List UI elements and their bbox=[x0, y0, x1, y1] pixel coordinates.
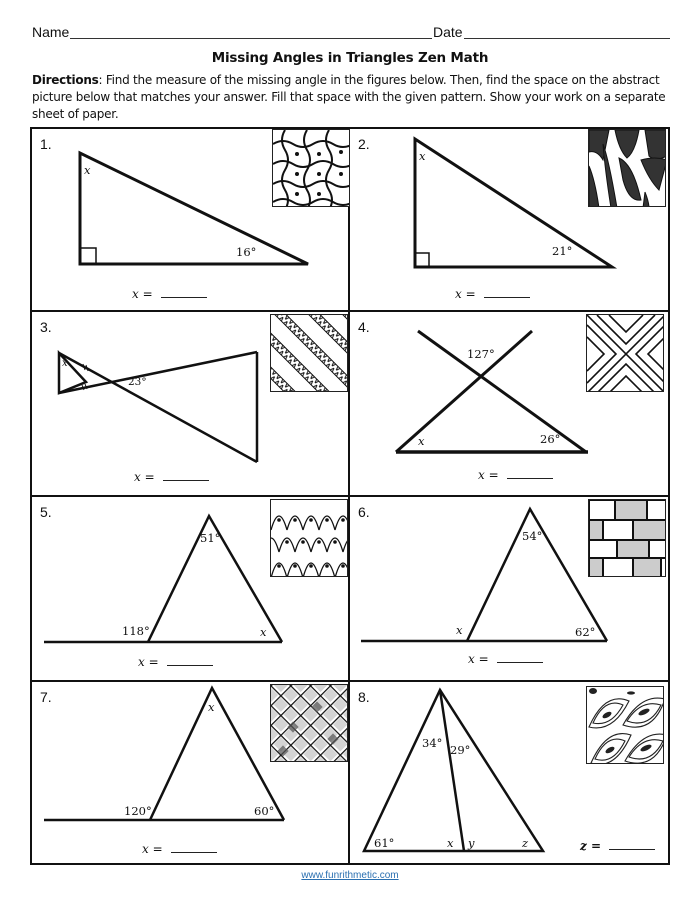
angle-label: 34° bbox=[422, 736, 443, 750]
answer-line bbox=[468, 652, 543, 666]
angle-label-x: x bbox=[208, 700, 215, 714]
problem-number: 8. bbox=[358, 689, 370, 705]
worksheet-title: Missing Angles in Triangles Zen Math bbox=[211, 50, 489, 66]
problem-4 bbox=[350, 312, 668, 495]
angle-label: 118° bbox=[122, 624, 150, 638]
angle-label: 29° bbox=[450, 743, 471, 757]
angle-label-x: x bbox=[456, 623, 463, 637]
pattern-swatch-chevrons bbox=[586, 314, 664, 392]
problem-3 bbox=[32, 312, 348, 495]
answer-label: x = bbox=[455, 287, 476, 301]
answer-line bbox=[142, 842, 217, 856]
answer-line bbox=[134, 470, 209, 484]
angle-label-x: x bbox=[419, 149, 426, 163]
angle-label: 16° bbox=[236, 245, 257, 259]
angle-label: 61° bbox=[374, 836, 395, 850]
angle-label: 51° bbox=[200, 531, 221, 545]
angle-label: 21° bbox=[552, 244, 573, 258]
angle-label: 23° bbox=[128, 376, 147, 388]
angle-label-y: y bbox=[468, 836, 475, 850]
answer-line bbox=[580, 839, 655, 853]
answer-blank[interactable] bbox=[609, 839, 655, 850]
answer-blank[interactable] bbox=[161, 287, 207, 298]
answer-label: x = bbox=[132, 287, 153, 301]
problem-2 bbox=[350, 129, 668, 310]
answer-blank[interactable] bbox=[497, 652, 543, 663]
answer-line bbox=[132, 287, 207, 301]
answer-label: x = bbox=[468, 652, 489, 666]
answer-label: x = bbox=[478, 468, 499, 482]
angle-label-z: z bbox=[522, 836, 529, 850]
date-label: Date bbox=[433, 24, 463, 40]
problem-number: 1. bbox=[40, 136, 52, 152]
answer-label: x = bbox=[138, 655, 159, 669]
angle-label-x: x bbox=[447, 836, 454, 850]
problem-8 bbox=[350, 682, 668, 863]
answer-blank[interactable] bbox=[163, 470, 209, 481]
angle-label-x: x bbox=[84, 163, 91, 177]
name-field[interactable] bbox=[70, 38, 432, 39]
answer-line bbox=[478, 468, 553, 482]
problem-5 bbox=[32, 497, 348, 680]
name-label: Name bbox=[32, 24, 70, 40]
problem-number: 7. bbox=[40, 689, 52, 705]
answer-line bbox=[455, 287, 530, 301]
directions-text: : Find the measure of the missing angle in the figures below. Then, find the space on the abstract picture below that matches your answer. Fill that space with the given pattern. Show your work on a separate sheet of paper. bbox=[32, 73, 666, 121]
answer-blank[interactable] bbox=[167, 655, 213, 666]
directions bbox=[32, 72, 672, 123]
problem-6 bbox=[350, 497, 668, 680]
angle-label: 54° bbox=[522, 529, 543, 543]
problem-number: 2. bbox=[358, 136, 370, 152]
pattern-swatch-bricks bbox=[588, 499, 666, 577]
date-field[interactable] bbox=[464, 38, 670, 39]
directions-label: Directions bbox=[32, 73, 99, 87]
pattern-swatch-zigzag-bands bbox=[270, 314, 348, 392]
angle-label: 120° bbox=[124, 804, 152, 818]
angle-label-x: x bbox=[418, 434, 425, 448]
answer-label: z = bbox=[580, 839, 602, 853]
angle-label: 60° bbox=[254, 804, 275, 818]
angle-label-x: x bbox=[260, 625, 267, 639]
problem-number: 6. bbox=[358, 504, 370, 520]
problem-7 bbox=[32, 682, 348, 863]
problem-1 bbox=[32, 129, 348, 310]
name-date-line bbox=[32, 22, 670, 42]
pattern-swatch-scales bbox=[270, 499, 348, 577]
angle-label-x: x bbox=[62, 358, 68, 369]
problem-number: 4. bbox=[358, 319, 370, 335]
pattern-swatch-curtain bbox=[588, 129, 666, 207]
problem-number: 5. bbox=[40, 504, 52, 520]
angle-label: 26° bbox=[540, 432, 561, 446]
answer-blank[interactable] bbox=[484, 287, 530, 298]
footer bbox=[0, 870, 700, 881]
answer-blank[interactable] bbox=[507, 468, 553, 479]
answer-line bbox=[138, 655, 213, 669]
pattern-swatch-leaf-eyes bbox=[586, 686, 664, 764]
problem-number: 3. bbox=[40, 319, 52, 335]
answer-blank[interactable] bbox=[171, 842, 217, 853]
footer-website-link[interactable]: www.funrithmetic.com bbox=[301, 870, 399, 881]
pattern-swatch-wavy-grid bbox=[272, 129, 350, 207]
answer-label: x = bbox=[142, 842, 163, 856]
angle-label: 127° bbox=[467, 347, 495, 361]
pattern-swatch-lattice bbox=[270, 684, 348, 762]
answer-label: x = bbox=[134, 470, 155, 484]
angle-label: 62° bbox=[575, 625, 596, 639]
